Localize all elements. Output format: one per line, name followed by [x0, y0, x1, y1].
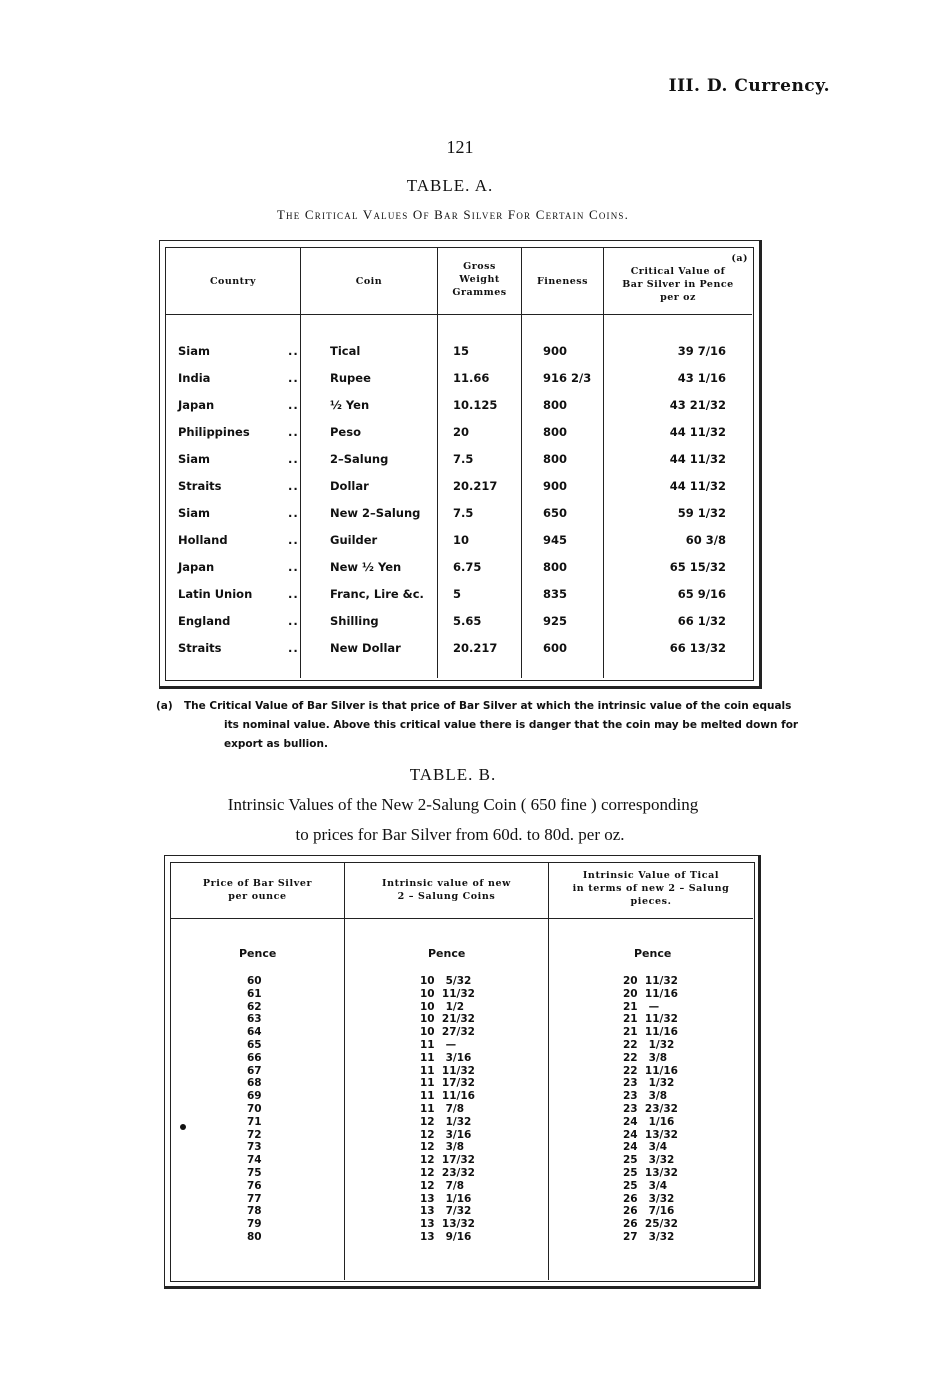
header-fineness: Fineness [537, 276, 588, 287]
tical-column [623, 975, 678, 1244]
header-country: Country [209, 276, 257, 287]
cell-country: Straits [178, 641, 222, 655]
cell-fineness: 900 [543, 479, 568, 493]
cell-price: 74 [247, 1154, 262, 1167]
cell-country: Japan [178, 398, 215, 412]
cell-price: 60 [247, 975, 262, 987]
cell-intrinsic: 12 3/16 [420, 1128, 472, 1141]
cell-tical: 21 — [623, 1000, 660, 1013]
cell-intrinsic: 11 7/8 [420, 1102, 465, 1115]
cell-critical: 60 3/8 [685, 533, 726, 547]
unit-label: Pence [634, 947, 672, 960]
cell-intrinsic: 11 11/16 [420, 1090, 475, 1103]
cell-critical: 39 7/16 [677, 344, 726, 358]
table-b-subtitle: Intrinsic Values of the New 2-Salung Coin ( 650 fine ) corresponding [227, 795, 699, 814]
cell-fineness: 916 2/3 [543, 371, 592, 385]
table-row [166, 371, 752, 398]
cell-intrinsic: 11 17/32 [420, 1077, 475, 1090]
cell-tical: 23 1/32 [623, 1077, 675, 1090]
cell-weight: 15 [453, 344, 470, 358]
cell-intrinsic: 10 1/2 [420, 1000, 465, 1013]
cell-weight: 20.217 [453, 479, 498, 493]
table-a-caption: The Critical Values Of Bar Silver For Certain Coins. [276, 207, 630, 222]
cell-tical: 26 3/32 [623, 1192, 675, 1205]
cell-country: Straits [178, 479, 222, 493]
leader-dots: .. [288, 371, 299, 385]
cell-weight: 5.65 [453, 614, 482, 628]
cell-price: 69 [247, 1090, 262, 1103]
table-row [166, 479, 752, 506]
leader-dots: .. [288, 452, 299, 466]
cell-price: 78 [247, 1205, 262, 1218]
cell-price: 75 [247, 1166, 262, 1179]
table-row [166, 587, 752, 614]
cell-weight: 6.75 [453, 560, 482, 574]
cell-fineness: 650 [543, 506, 568, 520]
cell-critical: 66 13/32 [669, 641, 726, 655]
cell-intrinsic: 10 21/32 [420, 1013, 475, 1026]
cell-critical: 65 15/32 [669, 560, 726, 574]
cell-tical: 23 23/32 [623, 1102, 678, 1115]
cell-price: 68 [247, 1077, 262, 1090]
unit-label: Pence [428, 947, 466, 960]
cell-price: 80 [247, 1230, 262, 1243]
cell-weight: 5 [453, 587, 462, 601]
cell-tical: 24 13/32 [623, 1128, 678, 1141]
cell-tical: 27 3/32 [623, 1230, 675, 1243]
leader-dots: .. [288, 398, 299, 412]
cell-country: Japan [178, 560, 215, 574]
cell-price: 61 [247, 987, 262, 1000]
table-b-subtitle: to prices for Bar Silver from 60d. to 80d. per oz. [295, 825, 625, 844]
cell-weight: 7.5 [453, 452, 474, 466]
table-row [166, 452, 752, 479]
cell-intrinsic: 13 1/16 [420, 1192, 472, 1205]
cell-critical: 43 21/32 [669, 398, 726, 412]
cell-coin: Shilling [330, 614, 379, 628]
cell-intrinsic: 12 1/32 [420, 1115, 472, 1128]
leader-dots: .. [288, 344, 299, 358]
cell-price: 66 [247, 1051, 262, 1064]
cell-country: Siam [178, 452, 210, 466]
unit-label: Pence [239, 947, 277, 960]
cell-intrinsic: 11 — [420, 1038, 457, 1051]
cell-coin: ½ Yen [330, 398, 370, 412]
leader-dots: .. [288, 506, 299, 520]
footnote-line: its nominal value. Above this critical value there is danger that the coin may be melted down for [224, 719, 799, 731]
cell-intrinsic: 12 17/32 [420, 1154, 475, 1167]
table-row [166, 506, 752, 533]
leader-dots: .. [288, 425, 299, 439]
header-weight: Gross Weight Grammes [452, 261, 507, 298]
cell-price: 64 [247, 1026, 262, 1039]
table-row [166, 560, 752, 587]
cell-intrinsic: 10 5/32 [420, 975, 472, 987]
cell-country: India [178, 371, 211, 385]
cell-tical: 20 11/16 [623, 987, 678, 1000]
cell-tical: 23 3/8 [623, 1090, 668, 1103]
cell-intrinsic: 10 27/32 [420, 1026, 475, 1039]
cell-intrinsic: 12 3/8 [420, 1141, 465, 1154]
footnote-line: export as bullion. [224, 738, 328, 750]
cell-country: Latin Union [178, 587, 253, 601]
cell-tical: 26 25/32 [623, 1218, 678, 1231]
cell-critical: 43 1/16 [677, 371, 726, 385]
table-row [166, 614, 752, 641]
cell-fineness: 800 [543, 560, 568, 574]
cell-price: 76 [247, 1179, 262, 1192]
cell-price: 67 [247, 1064, 262, 1077]
cell-tical: 21 11/16 [623, 1026, 678, 1039]
cell-fineness: 925 [543, 614, 568, 628]
cell-fineness: 900 [543, 344, 568, 358]
header-critical-value: (a) Critical Value of Bar Silver in Pence per oz [604, 252, 752, 304]
cell-tical: 20 11/32 [623, 975, 678, 987]
cell-tical: 21 11/32 [623, 1013, 678, 1026]
cell-weight: 7.5 [453, 506, 474, 520]
cell-critical: 59 1/32 [677, 506, 726, 520]
table-row [166, 398, 752, 425]
intrinsic-column [420, 975, 475, 1244]
cell-fineness: 800 [543, 398, 568, 412]
cell-weight: 20.217 [453, 641, 498, 655]
cell-price: 62 [247, 1000, 262, 1013]
cell-country: Siam [178, 344, 210, 358]
header-price: Price of Bar Silver per ounce [202, 878, 313, 902]
cell-country: Siam [178, 506, 210, 520]
table-b-header-rule [171, 918, 753, 919]
cell-critical: 44 11/32 [669, 452, 726, 466]
cell-tical: 24 3/4 [623, 1141, 668, 1154]
cell-fineness: 945 [543, 533, 568, 547]
cell-intrinsic: 11 3/16 [420, 1051, 472, 1064]
cell-tical: 26 7/16 [623, 1205, 675, 1218]
cell-coin: New 2–Salung [330, 506, 421, 520]
cell-country: Holland [178, 533, 228, 547]
cell-coin: New ½ Yen [330, 560, 402, 574]
cell-intrinsic: 13 13/32 [420, 1218, 475, 1231]
table-row [166, 344, 752, 371]
cell-weight: 20 [453, 425, 470, 439]
leader-dots: .. [288, 533, 299, 547]
cell-price: 73 [247, 1141, 262, 1154]
column-divider [548, 863, 549, 1280]
cell-price: 63 [247, 1013, 262, 1026]
cell-coin: Dollar [330, 479, 369, 493]
footnote-reference: (a) [731, 253, 748, 264]
header-coin: Coin [355, 276, 383, 287]
cell-coin: Rupee [330, 371, 371, 385]
cell-price: 71 [247, 1115, 262, 1128]
footnote-mark: (a) [156, 700, 173, 712]
cell-weight: 11.66 [453, 371, 490, 385]
leader-dots: .. [288, 614, 299, 628]
table-row [166, 533, 752, 560]
cell-weight: 10 [453, 533, 470, 547]
cell-tical: 24 1/16 [623, 1115, 675, 1128]
table-a-header-rule [166, 314, 752, 315]
cell-coin: Peso [330, 425, 361, 439]
page-number: 121 [446, 137, 474, 157]
cell-country: England [178, 614, 231, 628]
column-divider [344, 863, 345, 1280]
footnote-line: The Critical Value of Bar Silver is that price of Bar Silver at which the intrinsic value of the coin equals [184, 700, 792, 712]
cell-coin: New Dollar [330, 641, 401, 655]
leader-dots: .. [288, 587, 299, 601]
section-header: III. D. Currency. [668, 76, 830, 96]
cell-country: Philippines [178, 425, 250, 439]
table-row [166, 425, 752, 452]
price-column [247, 975, 262, 1244]
footnote [156, 697, 804, 754]
cell-intrinsic: 12 23/32 [420, 1166, 475, 1179]
cell-coin: 2–Salung [330, 452, 389, 466]
cell-intrinsic: 12 7/8 [420, 1179, 465, 1192]
cell-price: 70 [247, 1102, 262, 1115]
header-tical-value: Intrinsic Value of Tical in terms of new 2 – Salung pieces. [572, 870, 730, 907]
cell-fineness: 835 [543, 587, 568, 601]
table-row [166, 641, 752, 668]
leader-dots: .. [288, 479, 299, 493]
cell-coin: Guilder [330, 533, 378, 547]
cell-critical: 66 1/32 [677, 614, 726, 628]
cell-intrinsic: 11 11/32 [420, 1064, 475, 1077]
cell-fineness: 800 [543, 452, 568, 466]
cell-intrinsic: 13 9/16 [420, 1230, 472, 1243]
cell-tical: 25 13/32 [623, 1166, 678, 1179]
cell-tical: 22 11/16 [623, 1064, 678, 1077]
cell-tical: 22 1/32 [623, 1038, 675, 1051]
leader-dots: .. [288, 560, 299, 574]
cell-intrinsic: 10 11/32 [420, 987, 475, 1000]
cell-tical: 22 3/8 [623, 1051, 668, 1064]
cell-price: 65 [247, 1038, 262, 1051]
header-intrinsic-value: Intrinsic value of new 2 – Salung Coins [382, 878, 511, 902]
cell-critical: 44 11/32 [669, 479, 726, 493]
cell-fineness: 800 [543, 425, 568, 439]
cell-coin: Franc, Lire &c. [330, 587, 424, 601]
cell-weight: 10.125 [453, 398, 498, 412]
print-speck [180, 1124, 186, 1130]
cell-price: 77 [247, 1192, 262, 1205]
cell-fineness: 600 [543, 641, 568, 655]
cell-tical: 25 3/32 [623, 1154, 675, 1167]
cell-price: 79 [247, 1218, 262, 1231]
leader-dots: .. [288, 641, 299, 655]
cell-coin: Tical [330, 344, 361, 358]
cell-critical: 44 11/32 [669, 425, 726, 439]
cell-intrinsic: 13 7/32 [420, 1205, 472, 1218]
cell-critical: 65 9/16 [677, 587, 726, 601]
cell-tical: 25 3/4 [623, 1179, 668, 1192]
cell-price: 72 [247, 1128, 262, 1141]
table-a-title: TABLE. A. [406, 176, 494, 195]
table-b-title: TABLE. B. [409, 765, 497, 784]
